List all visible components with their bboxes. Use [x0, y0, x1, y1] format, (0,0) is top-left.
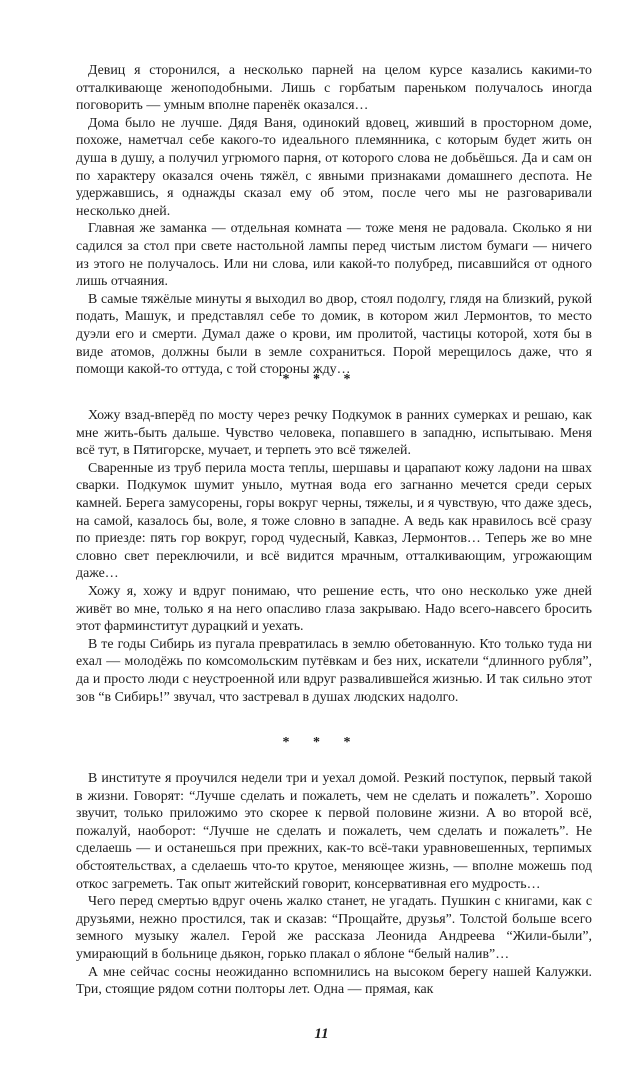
paragraph: Хожу я, хожу и вдруг понимаю, что решение есть, что оно несколько уже дней живёт во мне, только я на него опасливо глаза закрываю. Надо всего-навсего бросить этот фарминститут дурацкий и уехать.	[76, 583, 592, 635]
paragraph: Дома было не лучше. Дядя Ваня, одинокий вдовец, живший в просторном доме, похоже, наметчал себе какого-то идеального племянника, с которым будет жить он душа в душу, а получил угрюмого парня, от которого слова не добьёшься. Да и сам он по характеру оказался очень тяжёл, с явными признаками домашнего деспота. Не удержавшись, я однажды сказал ему об этом, после чего мы не разговаривали несколько дней.	[76, 115, 592, 219]
section-1	[76, 62, 592, 379]
paragraph: Сваренные из труб перила моста теплы, шершавы и царапают кожу ладони на швах сварки. Подкумок шумит уныло, мутная вода его загнанно мечется среди серых камней. Берега замусорены, горы вокруг черны, тяжелы, и я чувствую, что даже здесь, на самой, казалось бы, воле, я тоже словно в западне. А ведь как нравилось всё сразу по приезде: пять гор вокруг, город чудесный, Кавказ, Лермонтов… Теперь же во мне словно свет переключили, и всё видится мрачным, отталкивающим, угрожающим даже…	[76, 460, 592, 582]
paragraph: Главная же заманка — отдельная комната — тоже меня не радовала. Сколько я ни садился за стол при свете настольной лампы перед чистым листом бумаги — ничего из этого не получалось. Или ни слова, или какой-то полубред, писавшийся от одного лишь отчаяния.	[76, 221, 592, 290]
paragraph: Девиц я сторонился, а несколько парней на целом курсе казались какими-то отталкивающе женоподобными. Лишь с горбатым пареньком получалось иногда поговорить — умным вполне паренёк оказался…	[76, 63, 592, 114]
paragraph: Хожу взад-вперёд по мосту через речку Подкумок в ранних сумерках и решаю, как мне жить-быть дальше. Чувство человека, попавшего в западню, испытываю. Меня всё тут, в Пятигорске, мучает, и терпеть это всё тяжелей.	[76, 408, 592, 459]
paragraph: В самые тяжёлые минуты я выходил во двор, стоял подолгу, глядя на близкий, рукой подать, Машук, и представлял себе то домик, в котором жил Лермонтов, то место дуэли его и смерти. Думал даже о крови, им пролитой, частицы которой, хотя бы в виде атомов, должны были в земле сохраниться. Порой мерещилось даже, что я помощи какой-то оттуда, с той стороны жду…	[76, 291, 592, 378]
paragraph: В те годы Сибирь из пугала превратилась в землю обетованную. Кто только туда ни ехал — молодёжь по комсомольским путёвкам и без них, искатели “длинного рубля”, да и просто люди с неустроенной или вдруг развалившейся жизнью. И так сильно этот зов “в Сибирь!” звучал, что застревал в душах людских надолго.	[76, 636, 592, 705]
page-number: 11	[314, 1026, 329, 1042]
paragraph: В институте я проучился недели три и уехал домой. Резкий поступок, первый такой в жизни. Говорят: “Лучше сделать и пожалеть, чем не сделать и пожалеть”. Хорошо звучит, только приложимо это скорее к первой половине жизни. А во второй всё, пожалуй, наоборот: “Лучше не сделать и пожалеть, чем сделать и пожалеть”. Не сделаешь — и останешься при прежних, как-то всё-таки уравновешенных, терпимых обстоятельствах, а сделаешь что-то крутое, меняющее жизнь, — вполне можешь под откос загреметь. Так опыт житейский говорит, консервативная его мудрость…	[76, 771, 592, 892]
paragraph: А мне сейчас сосны неожиданно вспомнились на высоком берегу нашей Калужки. Три, стоящие рядом сотни полторы лет. Одна — прямая, как	[76, 964, 592, 998]
section-divider: * * *	[282, 735, 361, 750]
paragraph: Чего перед смертью вдруг очень жалко станет, не угадать. Пушкин с книгами, как с друзьями, нежно простился, так и сказав: “Прощайте, друзья”. Толстой больше всего земного музыку жалел. Герой же рассказа Леонида Андреева “Жили-были”, умирающий в больнице дьякон, горько плакал о яблоне “белый налив”…	[76, 894, 592, 962]
section-divider: * * *	[282, 372, 361, 387]
section-2	[76, 407, 592, 706]
section-3	[76, 770, 592, 999]
